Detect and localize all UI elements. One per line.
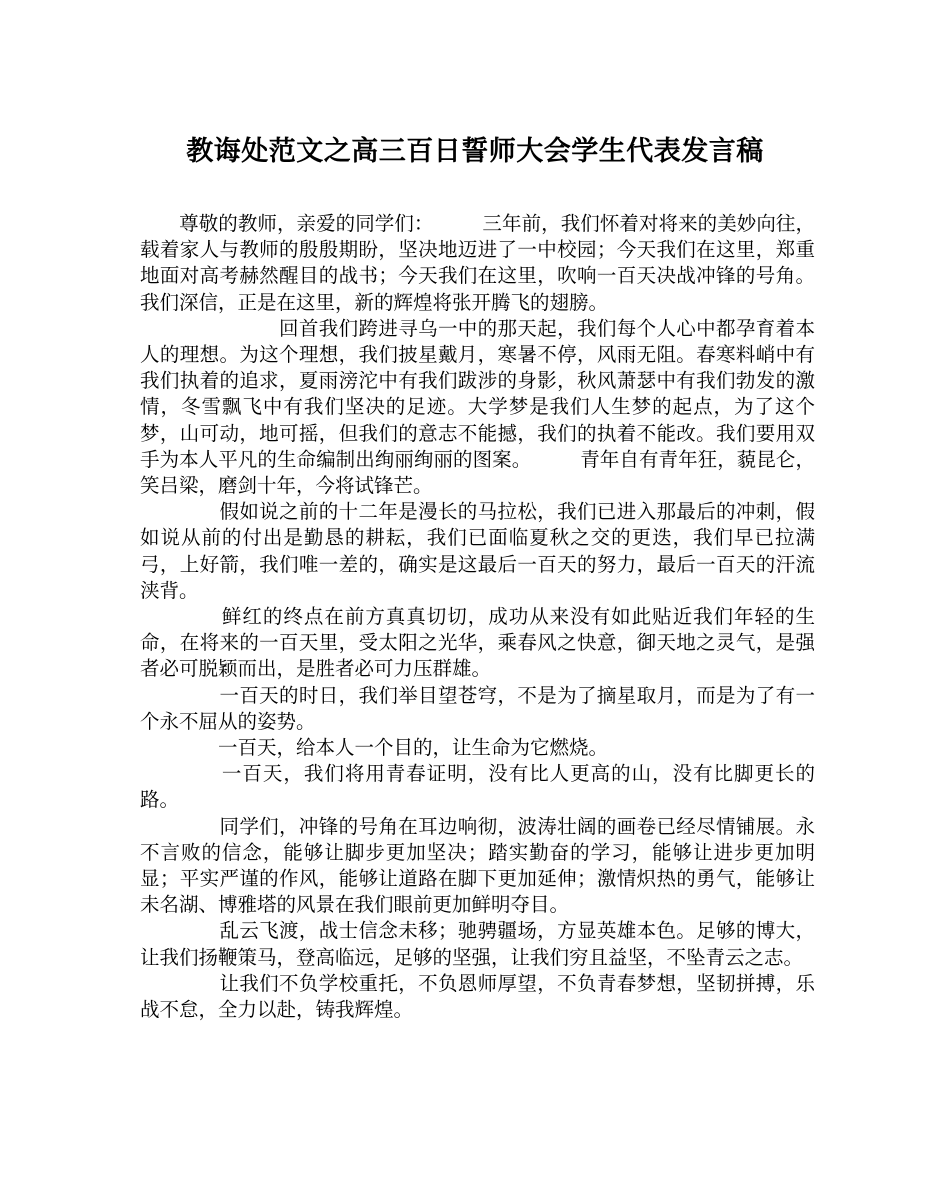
paragraph-greeting: 尊敬的教师，亲爱的同学们： 三年前，我们怀着对将来的美妙向往，载着家人与教师的殷殷期盼，坚决地迈进了一中校园；今天我们在这里，郑重地面对高考赫然醒目的战书；今天我们在这里，吹响一百天决战冲锋的号角。我们深信，正是在这里，新的辉煌将张开腾飞的翅膀。 [140, 212, 815, 314]
paragraph-hundred-days-goal: 一百天，给本人一个目的，让生命为它燃烧。 [140, 736, 609, 760]
paragraph-classmates: 同学们，冲锋的号角在耳边响彻，波涛壮阔的画卷已经尽情铺展。永不言败的信念，能够让脚步更加坚决；踏实勤奋的学习，能够让进步更加明显；平实严谨的作风，能够让道路在脚下更加延伸；激情炽热的勇气，能够让未名湖、博雅塔的风景在我们眼前更加鲜明夺目。 [140, 814, 815, 917]
paragraph-closing: 让我们不负学校重托，不负恩师厚望，不负青春梦想，坚韧拼搏，乐战不怠，全力以赴，铸我辉煌。 [140, 971, 815, 1022]
paragraph-hundred-days-sky: 一百天的时日，我们举目望苍穹，不是为了摘星取月，而是为了有一个永不屈从的姿势。 [140, 683, 815, 733]
document-body [140, 211, 815, 1023]
paragraph-marathon: 假如说之前的十二年是漫长的马拉松，我们已进入那最后的冲刺，假如说从前的付出是勤恳的耕耘，我们已面临夏秋之交的更迭，我们早已拉满弓，上好箭，我们唯一差的，确实是这最后一百天的努力，最后一百天的汗流浃背。 [140, 500, 815, 602]
paragraph-hundred-days-youth: 一百天，我们将用青春证明，没有比人更高的山，没有比脚更长的路。 [140, 762, 815, 812]
document-title: 教诲处范文之高三百日誓师大会学生代表发言稿 [186, 136, 764, 167]
paragraph-looking-back: 回首我们跨进寻乌一中的那天起，我们每个人心中都孕育着本人的理想。为这个理想，我们披星戴月，寒暑不停，风雨无阻。春寒料峭中有我们执着的追求，夏雨滂沱中有我们跋涉的身影，秋风萧瑟中有我们勃发的激情，冬雪飘飞中有我们坚决的足迹。大学梦是我们人生梦的起点，为了这个梦，山可动，地可摇，但我们的意志不能撼，我们的执着不能改。我们要用双手为本人平凡的生命编制出绚丽绚丽的图案。 青年自有青年狂，藐昆仑，笑吕梁，磨剑十年，今将试锋芒。 [140, 316, 815, 498]
paragraph-clouds: 乱云飞渡，战士信念未移；驰骋疆场，方显英雄本色。足够的博大，让我们扬鞭策马，登高临远，足够的坚强，让我们穷且益坚，不坠青云之志。 [140, 919, 815, 969]
paragraph-finish-line: 鲜红的终点在前方真真切切，成功从来没有如此贴近我们年轻的生命，在将来的一百天里，受太阳之光华，乘春风之快意，御天地之灵气，是强者必可脱颖而出，是胜者必可力压群雄。 [140, 605, 815, 681]
